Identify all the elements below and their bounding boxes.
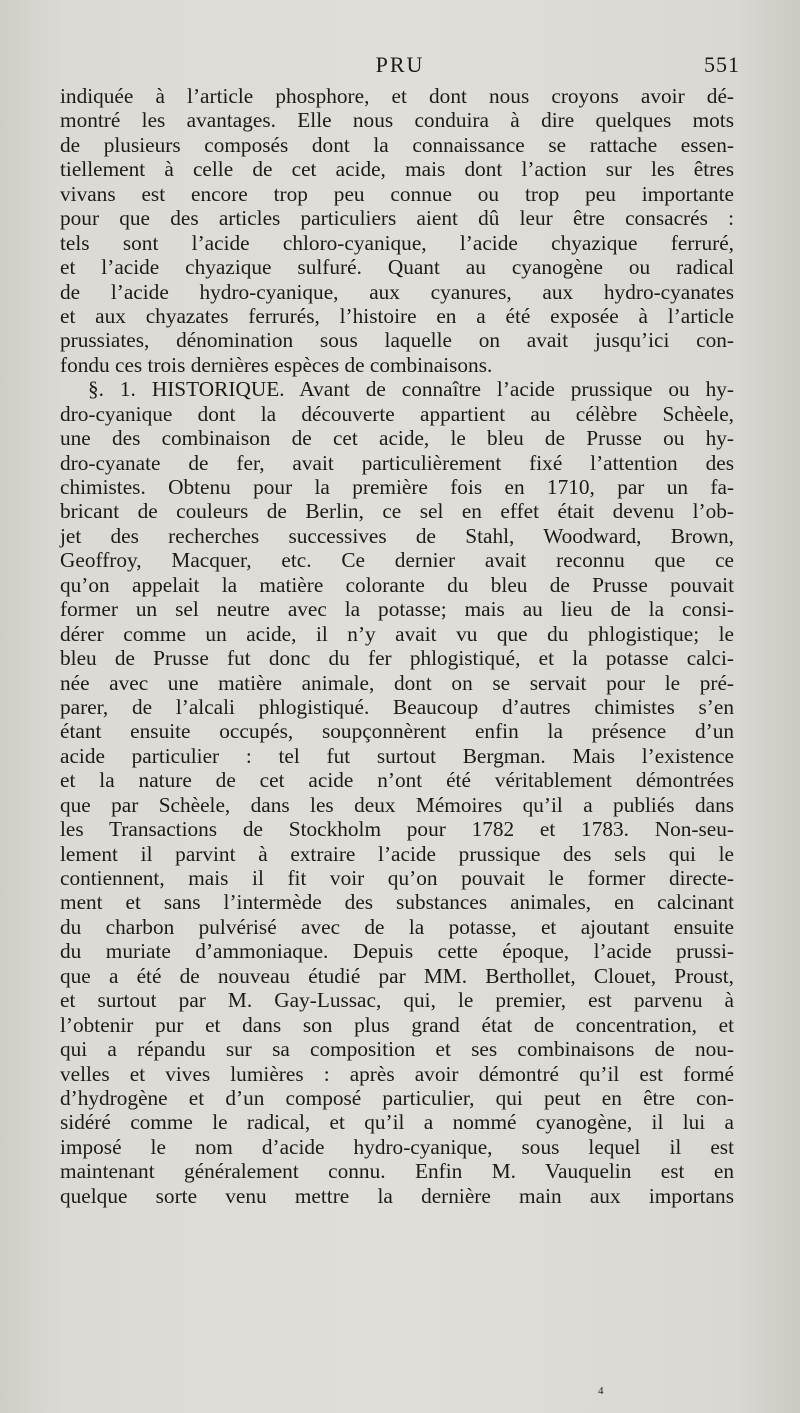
text-line: qui a répandu sur sa composition et ses combinaisons de nou- xyxy=(60,1037,734,1062)
text-line: et la nature de cet acide n’ont été véritablement démontrées xyxy=(60,768,734,793)
text-line: tiellement à celle de cet acide, mais dont l’action sur les êtres xyxy=(60,157,734,182)
text-line: former un sel neutre avec la potasse; mais au lieu de la consi- xyxy=(60,597,734,622)
text-line: imposé le nom d’acide hydro-cyanique, sous lequel il est xyxy=(60,1134,734,1159)
text-line: dro-cyanate de fer, avait particulièrement fixé l’attention des xyxy=(60,450,734,475)
text-line: dérer comme un acide, il n’y avait vu que du phlogistique; le xyxy=(60,621,734,646)
text-line: les Transactions de Stockholm pour 1782 et 1783. Non-seu- xyxy=(60,817,734,842)
text-line: ment et sans l’intermède des substances animales, en calcinant xyxy=(60,890,734,915)
text-line: sidéré comme le radical, et qu’il a nommé cyanogène, il lui a xyxy=(60,1110,734,1135)
text-line: tels sont l’acide chloro-cyanique, l’acide chyazique ferruré, xyxy=(60,230,734,255)
text-line: du charbon pulvérisé avec de la potasse, et ajoutant ensuite xyxy=(60,914,734,939)
text-line: quelque sorte venu mettre la dernière main aux importans xyxy=(60,1183,734,1208)
text-line: étant ensuite occupés, soupçonnèrent enfin la présence d’un xyxy=(60,719,734,744)
text-line: maintenant généralement connu. Enfin M. Vauquelin est en xyxy=(60,1159,734,1184)
text-line: prussiates, dénomination sous laquelle on avait jusqu’ici con- xyxy=(60,328,734,353)
text-line: de l’acide hydro-cyanique, aux cyanures, aux hydro-cyanates xyxy=(60,279,734,304)
text-line: l’obtenir pur et dans son plus grand état de concentration, et xyxy=(60,1012,734,1037)
text-line: contiennent, mais il fit voir qu’on pouvait le former directe- xyxy=(60,866,734,890)
text-line: née avec une matière animale, dont on se servait pour le pré- xyxy=(60,670,734,695)
text-line: que a été de nouveau étudié par MM. Berthollet, Clouet, Proust, xyxy=(60,963,734,988)
text-line: bricant de couleurs de Berlin, ce sel en effet était devenu l’ob- xyxy=(60,499,734,524)
page-header xyxy=(60,52,740,82)
section-heading-line: §. 1. HISTORIQUE. Avant de connaître l’acide prussique ou hy- xyxy=(88,377,734,402)
text-line: que par Schèele, dans les deux Mémoires qu’il a publiés dans xyxy=(60,792,734,817)
text-line: bleu de Prusse fut donc du fer phlogistiqué, et la potasse calci- xyxy=(60,646,734,671)
text-line: lement il parvint à extraire l’acide prussique des sels qui le xyxy=(60,841,734,866)
text-line: vivans est encore trop peu connue ou trop peu importante xyxy=(60,181,734,206)
text-line: du muriate d’ammoniaque. Depuis cette époque, l’acide prussi- xyxy=(60,939,734,964)
text-line: pour que des articles particuliers aient dû leur être consacrés : xyxy=(60,206,734,231)
text-line: et surtout par M. Gay-Lussac, qui, le premier, est parvenu à xyxy=(60,988,734,1013)
text-line: montré les avantages. Elle nous conduira à dire quelques mots xyxy=(60,108,734,133)
text-line: velles et vives lumières : après avoir démontré qu’il est formé xyxy=(60,1061,734,1086)
text-line: de plusieurs composés dont la connaissance se rattache essen- xyxy=(60,132,734,157)
text-line: qu’on appelait la matière colorante du bleu de Prusse pouvait xyxy=(60,572,734,597)
text-line: chimistes. Obtenu pour la première fois en 1710, par un fa- xyxy=(60,475,734,499)
text-line: et aux chyazates ferrurés, l’histoire en a été exposée à l’article xyxy=(60,303,734,328)
text-line: fondu ces trois dernières espèces de combinaisons. xyxy=(60,352,493,377)
text-line: acide particulier : tel fut surtout Bergman. Mais l’existence xyxy=(60,743,734,768)
text-line: d’hydrogène et d’un composé particulier, qui peut en être con- xyxy=(60,1085,734,1110)
text-line: jet des recherches successives de Stahl, Woodward, Brown, xyxy=(60,523,734,548)
running-head: PRU xyxy=(375,52,425,77)
text-line: parer, de l’alcali phlogistiqué. Beaucoup d’autres chimistes s’en xyxy=(60,694,734,719)
signature-mark: 4 xyxy=(598,1385,604,1397)
page-number: 551 xyxy=(704,52,740,77)
text-line: et l’acide chyazique sulfuré. Quant au cyanogène ou radical xyxy=(60,255,734,280)
text-line: Geoffroy, Macquer, etc. Ce dernier avait reconnu que ce xyxy=(60,548,734,573)
text-line: dro-cyanique dont la découverte appartient au célèbre Schèele, xyxy=(60,401,734,426)
body-text xyxy=(60,84,734,1208)
text-line: une des combinaison de cet acide, le bleu de Prusse ou hy- xyxy=(60,426,734,451)
text-line: indiquée à l’article phosphore, et dont nous croyons avoir dé- xyxy=(60,84,734,108)
